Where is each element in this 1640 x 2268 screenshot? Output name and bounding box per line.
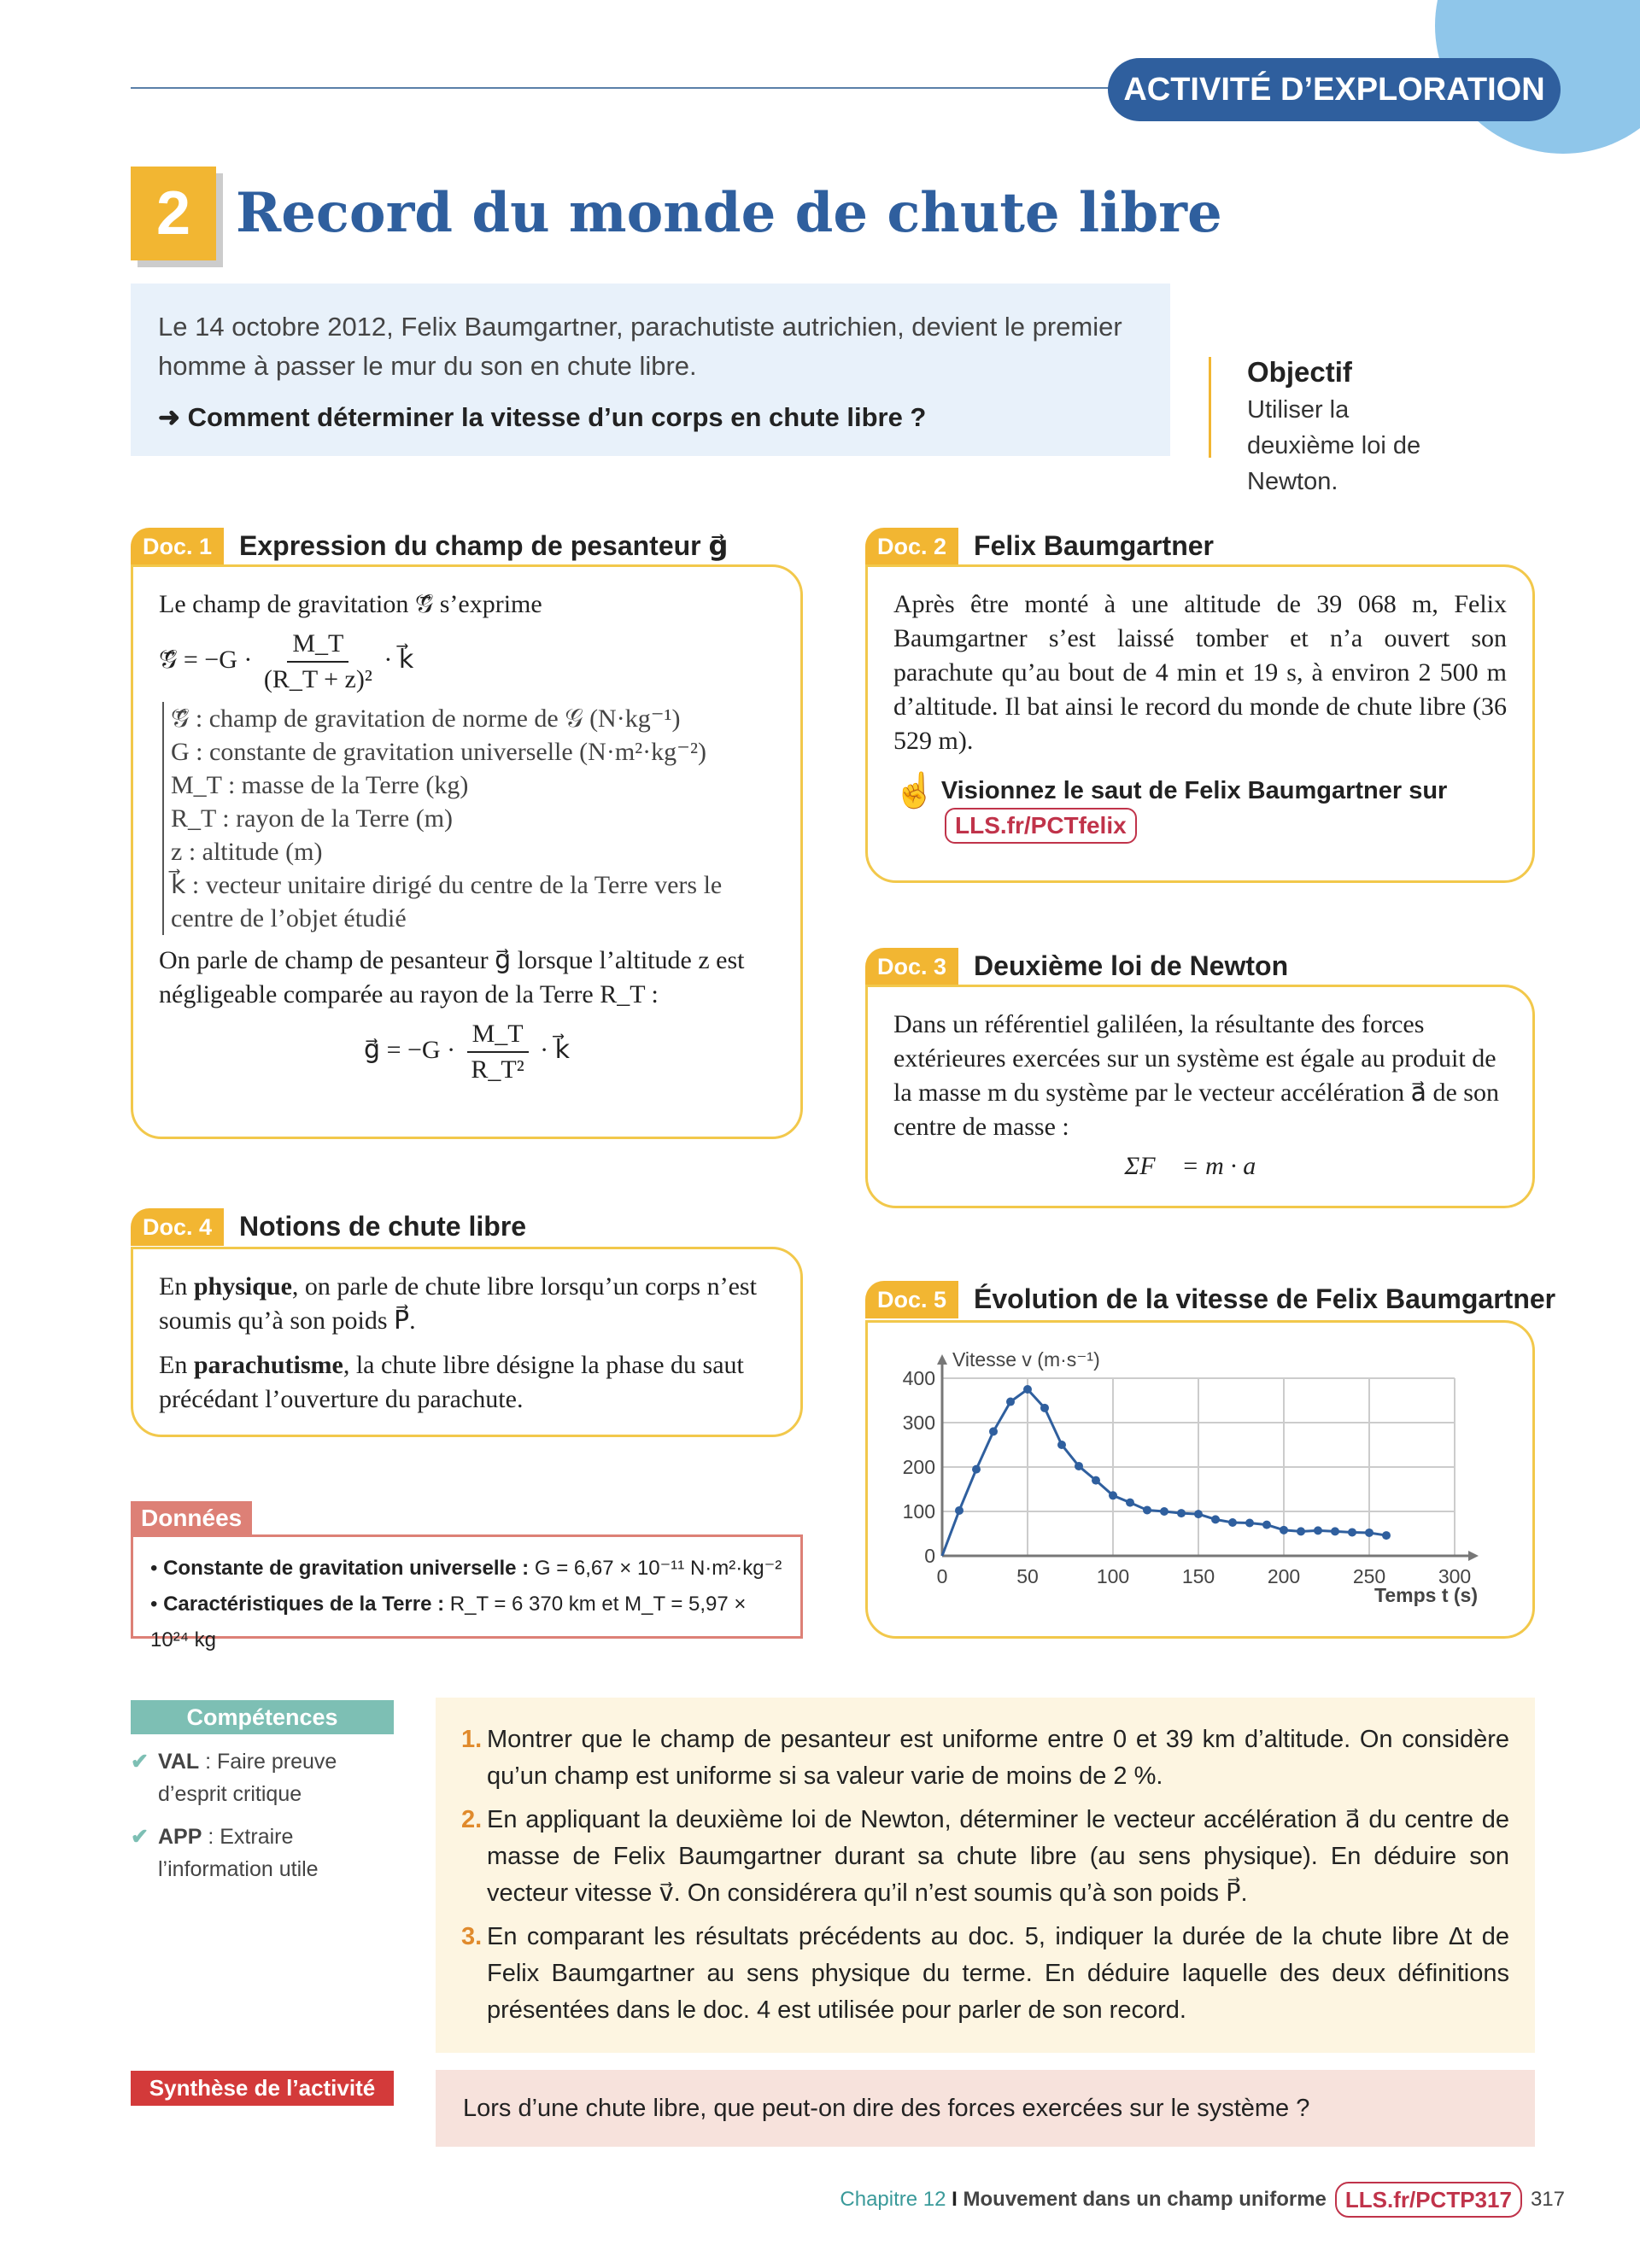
donnee-item: • Caractéristiques de la Terre : R_T = 6 370 km et M_T = 5,97 × 10²⁴ kg [150,1593,747,1651]
question-item [461,1721,1509,1795]
chart-ticks [903,1367,1472,1587]
y-tick-label: 400 [902,1367,935,1389]
page-number: 317 [1530,2188,1565,2211]
data-point [1160,1507,1168,1516]
chart-grid [942,1378,1455,1556]
video-link[interactable]: LLS.fr/PCTfelix [945,808,1137,844]
formula-lhs: 𝒢⃗ = −G · [159,645,253,674]
doc5-label: Doc. 5 [865,1281,958,1318]
data-point [1211,1515,1220,1523]
data-point [972,1465,981,1474]
hand-click-icon: ☝ [893,771,936,810]
numerator: M_T [467,1017,529,1053]
check-icon: ✔ [131,1750,149,1774]
competence-text: : Faire preuve d’esprit critique [158,1750,337,1806]
y-axis-arrow [937,1354,947,1365]
doc4-label: Doc. 4 [131,1208,224,1246]
video-text: Visionnez le saut de Felix Baumgartner sur [940,777,1448,804]
separator: I [946,2188,964,2211]
denominator: R_T² [471,1055,524,1084]
doc3-text: Dans un référentiel galiléen, la résultante des forces extérieures exercées sur un système est égale au produit de la masse m du système par le vecteur accélération a⃗ de son centre de masse : [893,1010,1499,1141]
data-point [1262,1521,1271,1529]
data-point [955,1506,964,1515]
questions-box [436,1698,1535,2053]
chart-axes [937,1354,1479,1561]
synthese-label: Synthèse de l’activité [131,2071,394,2106]
y-tick-label: 300 [902,1412,935,1434]
doc3-label: Doc. 3 [865,948,958,985]
legend-item: M_T : masse de la Terre (kg) [171,771,469,799]
doc1-label: Doc. 1 [131,528,224,565]
data-point [1331,1527,1339,1535]
donnees-label: Données [131,1501,252,1537]
doc1-text2: On parle de champ de pesanteur g⃗ lorsque l’altitude z est négligeable comparée au rayon de la Terre R_T : [159,946,745,1008]
donnee-label: Constante de gravitation universelle : [163,1557,530,1580]
chapter-number: Chapitre 12 [840,2188,946,2211]
doc1-title: Expression du champ de pesanteur g⃗ [239,530,729,561]
term-parachutisme: parachutisme [193,1351,343,1379]
competence-item [131,1821,387,1885]
page-title: Record du monde de chute libre [236,181,1222,245]
data-point [1245,1519,1254,1528]
data-point [1057,1441,1066,1449]
legend-item: 𝒢⃗ : champ de gravitation de norme de 𝒢 (N·kg⁻¹) [171,704,681,733]
donnee-item: • Constante de gravitation universelle : G = 6,67 × 10⁻¹¹ N·m²·kg⁻² [150,1557,782,1580]
objective-title: Objectif [1247,356,1352,388]
doc2-text: Après être monté à une altitude de 39 068 m, Felix Baumgartner s’est laissé tomber et n’a ouvert son parachute qu’au bout de 4 min et 19 s, à environ 2 500 m d’altitude. Il bat ainsi le record du monde de chute libre (36 529 m). [893,590,1507,755]
objective-text: Utiliser la deuxième loi de Newton. [1247,396,1421,495]
data-point [1092,1476,1100,1485]
doc4-title: Notions de chute libre [239,1211,527,1242]
question-text: En comparant les résultats précédents au doc. 5, indiquer la durée de la chute libre Δt de Felix Baumgartner au sens physique du terme. En déduire laquelle des deux définitions présentées dans le doc. 4 est utilisée pour parler de son record. [487,1923,1509,2024]
text: , on parle de chute libre lorsqu’un corps n’est soumis qu’à son poids P⃗. [159,1272,757,1335]
competence-text: : Extraire l’information utile [158,1825,319,1881]
x-tick-label: 250 [1352,1565,1386,1587]
competences-label: Compétences [131,1700,394,1734]
data-point [1109,1491,1117,1499]
competence-code: APP [158,1825,202,1849]
intro-text: Le 14 octobre 2012, Felix Baumgartner, parachutiste autrichien, devient le premier homme à passer le mur du son en chute libre. [158,312,1122,381]
legend-item: R_T : rayon de la Terre (m) [171,804,454,833]
data-point [1228,1518,1237,1527]
x-tick-label: 200 [1267,1565,1301,1587]
legend-item: k⃗ : vecteur unitaire dirigé du centre de la Terre vers le centre de l’objet étudié [171,871,723,932]
y-tick-label: 0 [924,1545,935,1567]
data-point [1143,1505,1151,1514]
question-number: 3. [461,1923,483,1950]
doc5-title: Évolution de la vitesse de Felix Baumgartner [974,1283,1556,1314]
doc2-title: Felix Baumgartner [974,530,1214,561]
doc1-intro: Le champ de gravitation 𝒢⃗ s’exprime [159,590,542,618]
x-axis-label: Temps t (s) [1374,1584,1478,1606]
doc3-title: Deuxième loi de Newton [974,950,1289,981]
synthese-box [436,2070,1535,2147]
x-axis-arrow [1468,1551,1479,1561]
data-point [1126,1499,1134,1507]
doc2-label: Doc. 2 [865,528,958,565]
competence-item [131,1745,387,1810]
data-point [1365,1529,1374,1537]
donnee-label: Caractéristiques de la Terre : [163,1593,445,1616]
donnee-value: G = 6,67 × 10⁻¹¹ N·m²·kg⁻² [529,1557,782,1580]
activity-tag: ACTIVITÉ D’EXPLORATION [1108,58,1561,121]
data-point [989,1427,998,1435]
formula-rhs: · k⃗ [540,1035,570,1064]
synthese-question: Lors d’une chute libre, que peut-on dire des forces exercées sur le système ? [463,2094,1310,2122]
question-item [461,1919,1509,2029]
data-point [1194,1510,1203,1518]
formula-rhs: · k⃗ [384,645,414,674]
footer [840,2182,1565,2218]
legend-item: z : altitude (m) [171,838,323,866]
question-text: Montrer que le champ de pesanteur est uniforme entre 0 et 39 km d’altitude. On considère qu’un champ est uniforme si sa valeur varie de moins de 2 %. [487,1726,1509,1790]
text: , la chute libre désigne la phase du saut précédant l’ouverture du parachute. [159,1351,744,1413]
data-point [1040,1404,1049,1412]
question-number: 1. [461,1726,483,1753]
data-point [1348,1528,1356,1536]
data-point [1177,1509,1186,1517]
question-text: En appliquant la deuxième loi de Newton, déterminer le vecteur accélération a⃗ du centre de masse de Felix Baumgartner durant sa chute libre (au sens physique). En déduire son vecteur vitesse v⃗. On considérera qu’il n’est soumis qu’à son poids P⃗. [487,1806,1509,1907]
data-point [1382,1531,1391,1540]
x-tick-label: 300 [1438,1565,1472,1587]
footer-chapter [840,2188,1326,2212]
newton-formula: ΣF⃗ = m · a⃗ [1124,1152,1276,1180]
check-icon: ✔ [131,1825,149,1849]
denominator: (R_T + z)² [263,665,372,693]
x-tick-label: 0 [936,1565,948,1587]
x-tick-label: 50 [1016,1565,1039,1587]
data-point [1280,1526,1288,1534]
x-tick-label: 150 [1181,1565,1215,1587]
y-axis-label: Vitesse v (m·s⁻¹) [952,1348,1100,1371]
term-physique: physique [193,1272,292,1301]
intro-question: ➜ Comment déterminer la vitesse d’un corps en chute libre ? [158,402,927,432]
question-number: 2. [461,1806,483,1833]
numerator: M_T [287,627,348,663]
competence-code: VAL [158,1750,200,1774]
data-point [1075,1462,1083,1470]
x-tick-label: 100 [1096,1565,1130,1587]
text: En [159,1272,194,1301]
activity-number: 2 [131,167,216,260]
y-tick-label: 200 [902,1456,935,1478]
data-point [1297,1527,1305,1535]
formula-lhs: g⃗ = −G · [364,1035,456,1064]
text: En [159,1351,194,1379]
question-item [461,1802,1509,1912]
data-point [1023,1385,1032,1394]
series-points [955,1385,1391,1540]
donnee-value: R_T = 6 370 km et M_T = 5,97 × 10²⁴ kg [150,1593,747,1651]
legend-item: G : constante de gravitation universelle (N·m²·kg⁻²) [171,738,706,766]
chapter-title: Mouvement dans un champ uniforme [963,2188,1327,2211]
data-point [1006,1398,1015,1406]
y-tick-label: 100 [902,1500,935,1523]
data-point [1314,1526,1322,1534]
footer-link[interactable]: LLS.fr/PCTP317 [1335,2182,1522,2218]
